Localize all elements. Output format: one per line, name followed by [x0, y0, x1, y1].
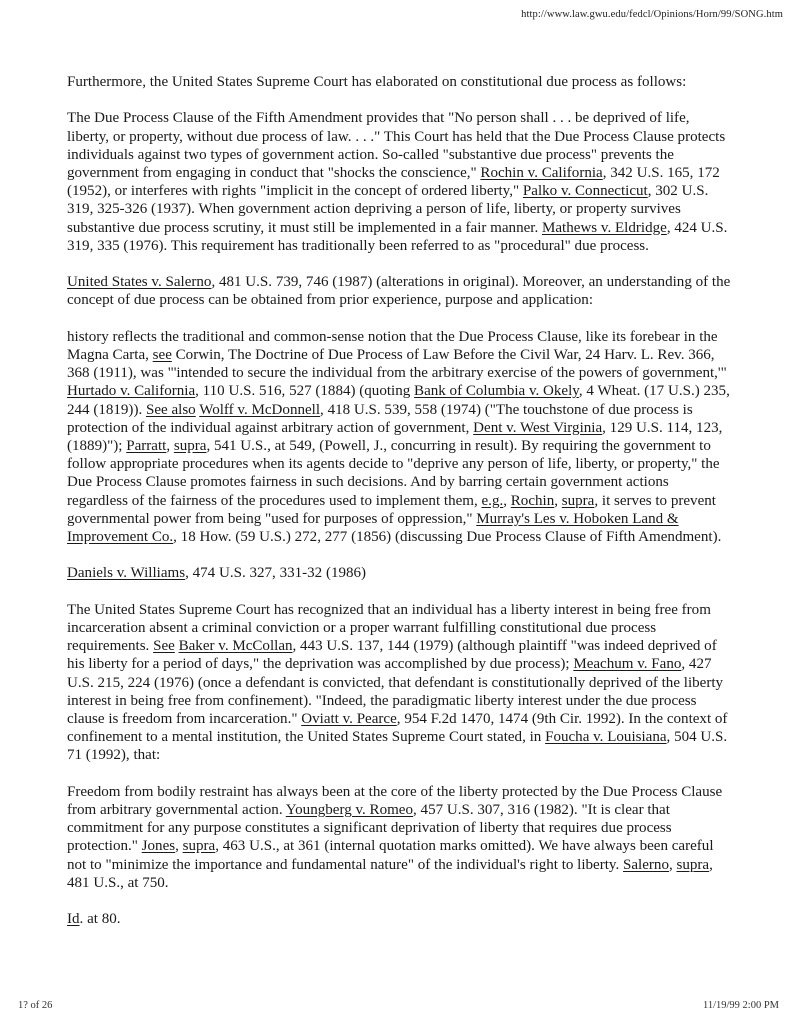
text-run: Furthermore, the United States Supreme Court has elaborated on constitutional due process as follows: — [67, 74, 687, 90]
text-run: , — [554, 492, 562, 509]
case-citation: Youngberg v. Romeo — [285, 802, 414, 819]
text-run: history reflects the traditional and common-sense notion that the Due Process Clause, like its forebear in the Magna Carta, — [67, 328, 718, 363]
case-citation: supra — [173, 438, 207, 455]
case-citation: Hurtado v. California — [67, 383, 196, 400]
paragraph — [67, 910, 733, 928]
case-citation: Rochin v. California — [480, 165, 603, 181]
paragraph — [67, 601, 733, 765]
paragraph — [67, 564, 733, 582]
print-timestamp: 11/19/99 2:00 PM — [702, 1000, 779, 1011]
text-run: , 4 Wheat. (17 U.S.) 235, 244 (1819)). — [67, 383, 730, 418]
case-citation: Rochin — [510, 492, 555, 509]
case-citation: Mathews v. Eldridge — [542, 219, 667, 236]
opinion-body — [67, 73, 733, 947]
text-run: , 541 U.S., at 549, (Powell, J., concurring in result). By requiring the government to follow appropriate procedures when its agents decide to "deprive any person of life, liberty, or property," the Due Process Clause promotes fairness in such decisions. And by barring certain government actions regardless of the fairness of the procedures used to implement them, — [67, 438, 720, 509]
case-citation: Palko v. Connecticut — [522, 183, 648, 200]
text-run: , 443 U.S. 137, 144 (1979) (although plaintiff "was indeed deprived of his liberty for a period of days," the deprivation was accomplished by due process); — [67, 638, 717, 673]
case-citation: Bank of Columbia v. Okely — [414, 383, 579, 400]
text-run: The Due Process Clause of the Fifth Amendment provides that "No person shall . . . be deprived of life, liberty, or property, without due process of law. . . ." This Court has held that the Due Process Clause protects individuals against two types of government action. So-called "substantive due process" prevents the government from engaging in conduct that "shocks the conscience," — [67, 110, 726, 181]
case-citation: supra — [182, 838, 216, 855]
text-run: , — [175, 838, 183, 855]
text-run: , 129 U.S. 114, 123, (1889)"); — [67, 419, 723, 455]
text-run: , — [668, 856, 677, 873]
text-run: , — [503, 492, 511, 509]
case-citation: Oviatt v. Pearce — [301, 711, 397, 728]
text-run: , 474 U.S. 327, 331-32 (1986) — [185, 565, 367, 582]
case-citation: Wolff v. McDonnell — [199, 401, 321, 418]
text-run: , 424 U.S. 319, 335 (1976). This requirement has traditionally been referred to as "procedural" due process. — [67, 219, 728, 254]
text-run: The United States Supreme Court has recognized that an individual has a liberty interest in being free from incarceration absent a criminal conviction or a proper warrant fulfilling constitutional due process requirements. — [67, 601, 711, 655]
case-citation: United States v. Salerno — [67, 274, 212, 291]
case-citation: e.g. — [481, 492, 504, 509]
paragraph — [67, 273, 733, 309]
text-run: , 463 U.S., at 361 (internal quotation marks omitted). We have always been careful not to "minimize the importance and fundamental nature" of the individual's right to liberty. — [67, 838, 714, 873]
case-citation: Baker v. McCollan — [178, 638, 293, 655]
case-citation: Dent v. West Virginia — [473, 419, 603, 436]
case-citation: supra — [676, 856, 710, 873]
case-citation: see — [152, 347, 172, 363]
text-run: , 481 U.S. 739, 746 (1987) (alterations in original). Moreover, an understanding of the concept of due process can be obtained from prior experience, purpose and application: — [67, 274, 731, 309]
text-run: , 457 U.S. 307, 316 (1982). "It is clear that commitment for any purpose constitutes a significant deprivation of liberty that requires due process protection." — [67, 802, 672, 855]
text-run: . at 80. — [79, 911, 121, 928]
text-run: , — [166, 438, 174, 455]
text-run: Freedom from bodily restraint has always been at the core of the liberty protected by the Due Process Clause from arbitrary governmental action. — [67, 783, 723, 819]
case-citation: Daniels v. Williams — [67, 565, 186, 582]
case-citation: Parratt — [126, 438, 167, 455]
text-run: , 18 How. (59 U.S.) 272, 277 (1856) (discussing Due Process Clause of Fifth Amendment). — [173, 529, 722, 546]
text-run: , 481 U.S., at 750. — [67, 856, 713, 891]
case-citation: See — [153, 638, 175, 655]
case-citation: Foucha v. Louisiana — [545, 729, 667, 746]
paragraph — [67, 73, 733, 91]
text-run: , it serves to prevent governmental power from being "used for purposes of oppression," — [67, 492, 716, 527]
text-run: , 110 U.S. 516, 527 (1884) (quoting — [195, 383, 415, 400]
page-number: 1? of 26 — [18, 1000, 53, 1011]
text-run: , 954 F.2d 1470, 1474 (9th Cir. 1992). In the context of confinement to a mental institution, the United States Supreme Court stated, in — [67, 711, 728, 746]
page-url: http://www.law.gwu.edu/fedcl/Opinions/Horn/99/SONG.htm — [521, 9, 783, 20]
case-citation: Id — [67, 911, 80, 928]
paragraph — [67, 783, 733, 892]
case-citation: Murray's Les v. Hoboken Land & Improvement Co. — [67, 510, 679, 546]
text-run: , 342 U.S. 165, 172 (1952), or interferes with rights "implicit in the concept of ordered liberty," — [67, 165, 720, 200]
case-citation: See also — [145, 401, 196, 418]
text-run: Corwin, The Doctrine of Due Process of Law Before the Civil War, 24 Harv. L. Rev. 366, 368 (1911), was "'intended to secure the individual from the arbitrary exercise of the powers of government,'" — [67, 347, 727, 382]
case-citation: supra — [561, 492, 595, 509]
paragraph — [67, 109, 733, 255]
text-run: , 504 U.S. 71 (1992), that: — [67, 729, 728, 764]
case-citation: Salerno — [623, 856, 669, 873]
text-run: , 427 U.S. 215, 224 (1976) (once a defendant is convicted, that defendant is constitutionally deprived of the liberty interest in being free from confinement). "Indeed, the paradigmatic liberty interest under the due process clause is freedom from incarceration." — [67, 656, 724, 728]
text-run: , 418 U.S. 539, 558 (1974) ("The touchstone of due process is protection of the individual against arbitrary action of government, — [67, 401, 693, 436]
paragraph — [67, 328, 733, 546]
case-citation: Jones — [141, 838, 176, 855]
case-citation: Meachum v. Fano — [573, 656, 682, 673]
text-run: , 302 U.S. 319, 325-326 (1937). When government action depriving a person of life, liberty, or property survives substantive due process scrutiny, it must still be implemented in a fair manner. — [67, 183, 709, 236]
